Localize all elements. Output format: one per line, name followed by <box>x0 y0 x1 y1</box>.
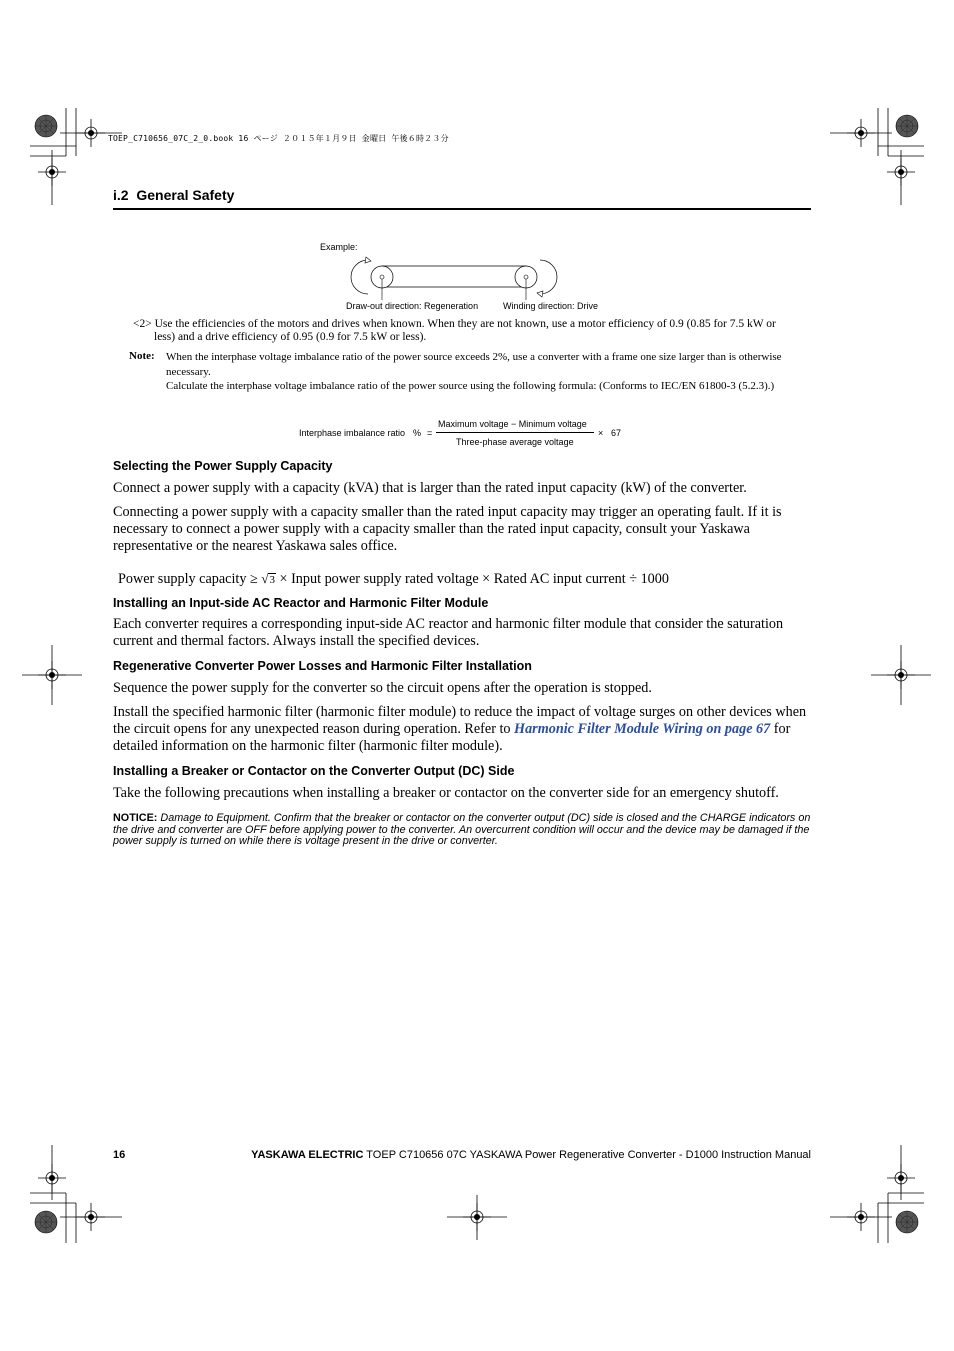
notice-label: NOTICE: <box>113 812 158 824</box>
note-body <box>166 350 806 394</box>
harmonic-filter-wiring-link[interactable]: Harmonic Filter Module Wiring on page 67 <box>514 721 771 737</box>
capacity-formula-radicand: 3 <box>269 574 275 586</box>
section-title <box>113 187 234 203</box>
note-paragraph-1: When the interphase voltage imbalance ratio of the power source exceeds 2%, use a converter with a frame one size larger than is otherwise necessary. <box>166 351 782 378</box>
sqrt-symbol: √ <box>261 571 269 586</box>
formula-fraction-bar <box>436 432 594 433</box>
formula-equals: = <box>427 428 433 438</box>
footnote-line1: Use the efficiencies of the motors and drives when known. When they are not known, use a motor efficiency of 0.9 (0.85 for 7.5 kW or <box>154 318 776 330</box>
formula-denominator: Three-phase average voltage <box>456 437 574 447</box>
note-paragraph-2: Calculate the interphase voltage imbalance ratio of the power source using the following formula: (Conforms to IEC/EN 61800-3 (5.2.3).) <box>166 380 775 392</box>
capacity-formula-ge: ≥ <box>250 571 258 587</box>
footnote <box>133 318 803 344</box>
figure-right-caption: Winding direction: Drive <box>503 301 599 311</box>
formula-times: × <box>598 428 604 438</box>
figure-example-label: Example: <box>320 242 358 252</box>
capacity-formula-lhs: Power supply capacity <box>118 571 247 587</box>
section-number: i.2 <box>113 187 129 203</box>
footnote-line2: less) and a drive efficiency of 0.95 (0.9 for 7.5 kW or less). <box>154 331 427 343</box>
notice-text: Damage to Equipment. Confirm that the breaker or contactor on the converter output (DC) side is closed and the CHARGE indicators on the drive and converter are OFF before applying power to the converter. An overcurrent condition will occur and the device may be damaged if the power supply is turned on while there is voltage present in the drive or converter. <box>113 812 811 847</box>
note-label: Note: <box>129 350 155 362</box>
capacity-formula <box>118 571 669 588</box>
footer-brand: YASKAWA ELECTRIC <box>251 1149 364 1161</box>
formula-factor: 67 <box>611 428 622 438</box>
paragraph: Sequence the power supply for the converter so the circuit opens after the operation is stopped. <box>113 680 652 696</box>
heading-power-supply-capacity: Selecting the Power Supply Capacity <box>113 459 333 473</box>
capacity-formula-rest: × Input power supply rated voltage × Rated AC input current ÷ 1000 <box>279 571 669 587</box>
paragraph: Connecting a power supply with a capacity smaller than the rated input capacity may trigger an operating fault. If it is necessary to connect a power supply with a capacity smaller than the rated input capacity, consult your Yaskawa representative or the nearest Yaskawa sales office. <box>113 504 782 554</box>
section-rule <box>113 208 811 210</box>
formula-unit: % <box>413 428 422 438</box>
notice <box>113 813 813 848</box>
link-para-before: Install the specified harmonic filter (harmonic filter module) to reduce the impact of voltage surges on other devices when the circuit opens for any unexpected reason during operation. Refer to <box>113 704 807 737</box>
formula-numerator: Maximum voltage − Minimum voltage <box>438 419 587 429</box>
paragraph: Connect a power supply with a capacity (kVA) that is larger than the rated input capacity (kW) of the converter. <box>113 480 747 496</box>
page-number: 16 <box>113 1149 126 1161</box>
heading-ac-reactor: Installing an Input-side AC Reactor and Harmonic Filter Module <box>113 596 489 610</box>
footnote-marker: <2> <box>133 318 152 330</box>
paragraph: Each converter requires a corresponding input-side AC reactor and harmonic filter module that consider the saturation current and thermal factors. Always install the specified devices. <box>113 616 784 649</box>
footer-doc-title <box>251 1149 811 1161</box>
paragraph-with-link <box>113 704 813 755</box>
figure-left-caption: Draw-out direction: Regeneration <box>346 301 479 311</box>
formula-lhs: Interphase imbalance ratio <box>299 428 406 438</box>
roller-belt-figure <box>340 252 570 302</box>
link-para-after: for detailed information on the harmonic filter (harmonic filter module). <box>113 721 791 754</box>
heading-breaker-contactor: Installing a Breaker or Contactor on the Converter Output (DC) Side <box>113 764 515 778</box>
footer-doc: TOEP C710656 07C YASKAWA Power Regenerative Converter - D1000 Instruction Manual <box>366 1149 811 1161</box>
paragraph: Take the following precautions when installing a breaker or contactor on the converter side for an emergency shutoff. <box>113 785 779 801</box>
book-file-header: TOEP_C710656_07C_2_0.book 16 ページ ２０１５年１月９日 金曜日 午後６時２３分 <box>108 134 449 143</box>
section-heading: General Safety <box>136 187 235 203</box>
heading-power-losses: Regenerative Converter Power Losses and Harmonic Filter Installation <box>113 659 532 673</box>
imbalance-formula <box>299 418 629 450</box>
